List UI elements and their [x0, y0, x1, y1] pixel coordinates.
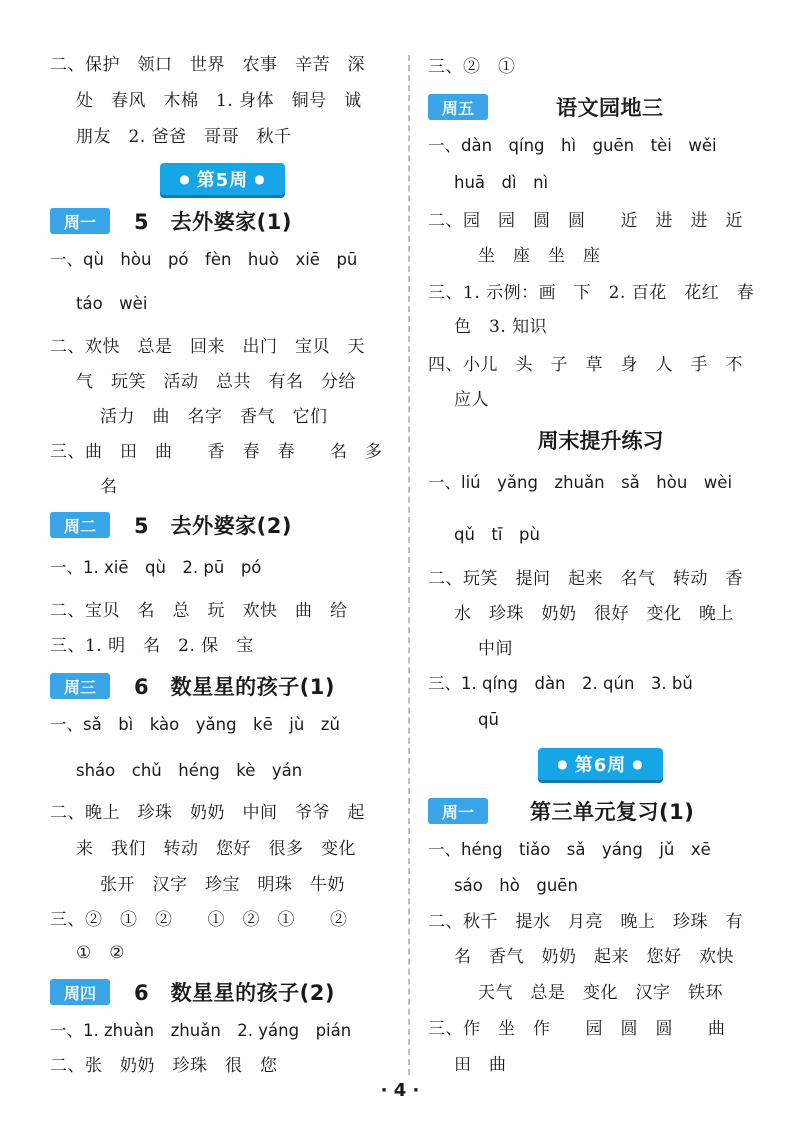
answer-line: 四、小儿 头 子 草 身 人 手 不 — [428, 355, 743, 375]
answer-line: qū — [478, 710, 499, 729]
page-number-value: 4 — [393, 1080, 407, 1101]
week-banner-label: 第6周 — [574, 755, 627, 776]
section-title: 语文园地三 — [556, 96, 664, 120]
day-tag: 周三 — [50, 673, 110, 699]
answer-line: 二、保护 领口 世界 农事 辛苦 深 — [50, 55, 365, 75]
page-number: · 4 · — [380, 1080, 420, 1101]
week-banner: ● 第5周 ● — [160, 163, 285, 195]
answer-line: 二、园 园 圆 圆 近 进 进 近 — [428, 211, 743, 231]
answer-line: 名 — [100, 477, 118, 497]
answer-line: qǔ tī pù — [454, 525, 540, 544]
section-title: 5 去外婆家(1) — [134, 210, 292, 234]
answer-line: 二、欢快 总是 回来 出门 宝贝 天 — [50, 337, 365, 357]
answer-line: 一、dàn qíng hì guēn tèi wěi — [428, 136, 717, 155]
answer-line: 田 曲 — [454, 1055, 507, 1075]
week-banner-label: 第5周 — [196, 170, 249, 191]
section-title: 6 数星星的孩子(2) — [134, 981, 335, 1005]
answer-line: 活力 曲 名字 香气 它们 — [100, 407, 328, 427]
answer-line: 二、秋千 提水 月亮 晚上 珍珠 有 — [428, 912, 743, 932]
column-divider — [408, 55, 410, 1075]
answer-line: 来 我们 转动 您好 很多 变化 — [76, 839, 356, 859]
answer-line: 气 玩笑 活动 总共 有名 分给 — [76, 372, 356, 392]
section-header — [50, 204, 400, 238]
answer-line: 三、1. 示例：画 下 2. 百花 花红 春 — [428, 283, 755, 303]
answer-line: sáo hò guēn — [454, 876, 578, 895]
section-title: 6 数星星的孩子(1) — [134, 675, 335, 699]
answer-line: ① ② — [76, 943, 125, 963]
answer-line: 一、1. zhuàn zhuǎn 2. yáng pián — [50, 1021, 352, 1040]
section-header — [50, 975, 400, 1009]
section-title: 第三单元复习(1) — [530, 800, 695, 824]
section-header — [50, 669, 400, 703]
answer-line: 水 珍珠 奶奶 很好 变化 晚上 — [454, 604, 734, 624]
answer-line: 张开 汉字 珍宝 明珠 牛奶 — [100, 875, 345, 895]
answer-line: 一、héng tiǎo sǎ yáng jǔ xē — [428, 840, 711, 859]
answer-line: 一、1. xiē qù 2. pū pó — [50, 558, 262, 577]
answer-line: huā dì nì — [454, 173, 549, 192]
day-tag: 周四 — [50, 979, 110, 1005]
section-header — [428, 90, 773, 124]
answer-line: 朋友 2. 爸爸 哥哥 秋千 — [76, 127, 292, 147]
answer-line: 天气 总是 变化 汉字 铁环 — [478, 983, 723, 1003]
answer-line: 一、sǎ bì kào yǎng kē jù zǔ — [50, 715, 340, 734]
day-tag: 周五 — [428, 94, 488, 120]
answer-line: 二、玩笑 提问 起来 名气 转动 香 — [428, 569, 743, 589]
answer-line: 色 3. 知识 — [454, 317, 548, 337]
answer-line: 名 香气 奶奶 起来 您好 欢快 — [454, 947, 734, 967]
answer-line: sháo chǔ héng kè yán — [76, 761, 303, 780]
weekend-title: 周末提升练习 — [537, 429, 664, 453]
day-tag: 周一 — [428, 798, 488, 824]
answer-line: 三、曲 田 曲 香 春 春 名 多 — [50, 442, 383, 462]
section-header — [50, 508, 400, 542]
answer-line: 三、② ① ② ① ② ① ② — [50, 910, 348, 930]
answer-line: 二、晚上 珍珠 奶奶 中间 爷爷 起 — [50, 803, 365, 823]
answer-line: 三、作 坐 作 园 圆 圆 曲 — [428, 1019, 726, 1039]
answer-line: táo wèi — [76, 294, 148, 313]
answer-line: 中间 — [478, 639, 513, 659]
answer-line: 坐 座 坐 座 — [478, 246, 601, 266]
day-tag: 周一 — [50, 208, 110, 234]
section-header — [428, 794, 773, 828]
answer-line: 应人 — [454, 390, 489, 410]
answer-line: 三、② ① — [428, 57, 516, 77]
answer-line: 二、张 奶奶 珍珠 很 您 — [50, 1056, 278, 1076]
day-tag: 周二 — [50, 512, 110, 538]
answer-line: 一、qù hòu pó fèn huò xiē pū — [50, 250, 358, 269]
answer-line: 一、liú yǎng zhuǎn sǎ hòu wèi — [428, 473, 733, 492]
answer-line: 处 春风 木棉 1. 身体 铜号 诚 — [76, 91, 362, 111]
week-banner: ● 第6周 ● — [538, 748, 663, 780]
section-title: 5 去外婆家(2) — [134, 514, 292, 538]
answer-line: 三、1. 明 名 2. 保 宝 — [50, 636, 254, 656]
answer-line: 三、1. qíng dàn 2. qún 3. bǔ — [428, 674, 693, 693]
answer-line: 二、宝贝 名 总 玩 欢快 曲 给 — [50, 601, 348, 621]
